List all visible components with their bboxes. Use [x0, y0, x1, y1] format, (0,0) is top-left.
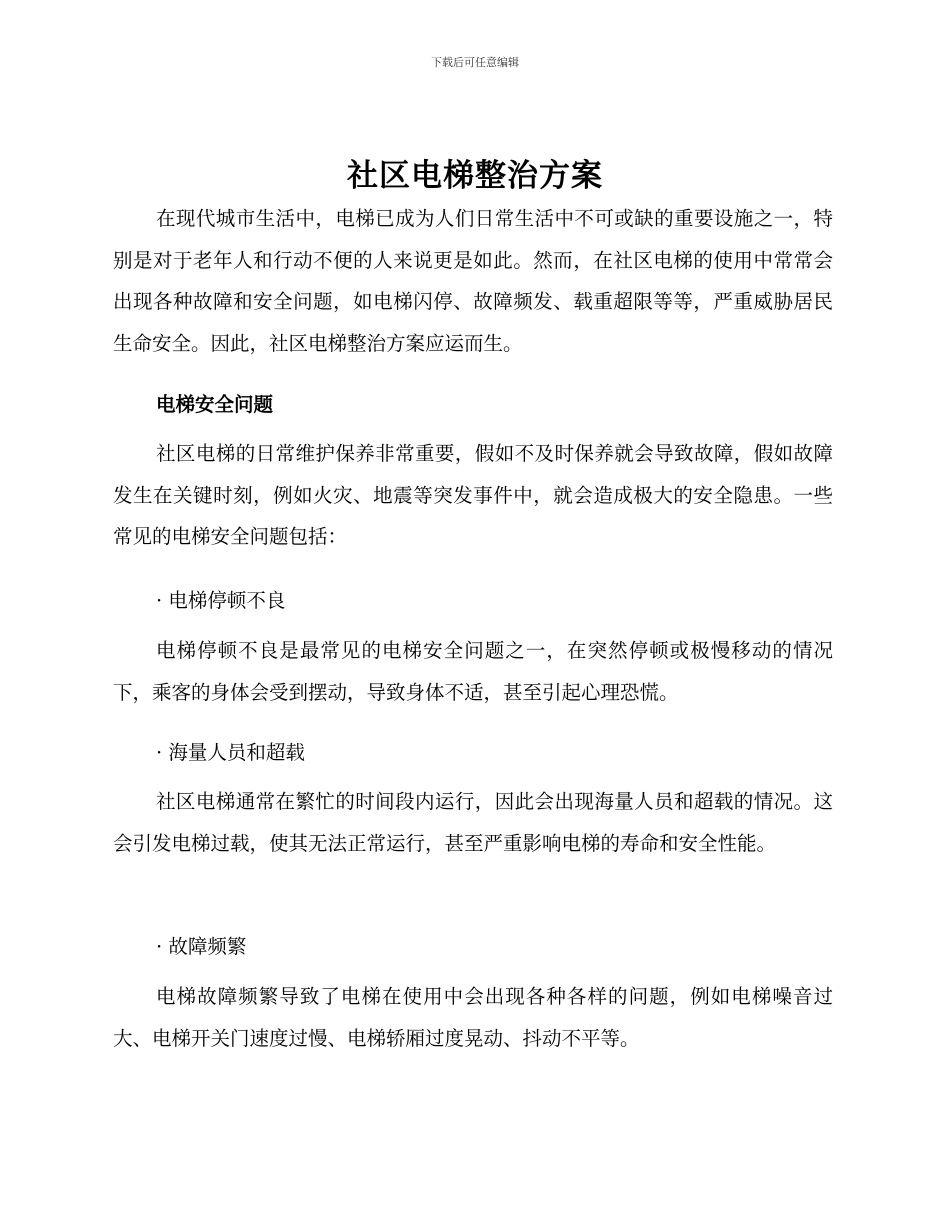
- bullet-item-1-text: 电梯停顿不良是最常见的电梯安全问题之一，在突然停顿或极慢移动的情况下，乘客的身体会受到摆动，导致身体不适，甚至引起心理恐慌。: [113, 639, 833, 704]
- section-heading: 电梯安全问题: [156, 393, 274, 416]
- intro-paragraph: 在现代城市生活中，电梯已成为人们日常生活中不可或缺的重要设施之一，特别是对于老年人和行动不便的人来说更是如此。然而，在社区电梯的使用中常常会出现各种故障和安全问题，如电梯闪停、故障频发、载重超限等等，严重威胁居民生命安全。因此，社区电梯整治方案应运而生。: [113, 207, 833, 355]
- bullet-item-1: · 电梯停顿不良: [156, 589, 286, 612]
- bullet-item-3-text: 电梯故障频繁导致了电梯在使用中会出现各种各样的问题，例如电梯噪音过大、电梯开关门速度过慢、电梯轿厢过度晃动、抖动不平等。: [113, 985, 833, 1050]
- section-intro-paragraph: 社区电梯的日常维护保养非常重要，假如不及时保养就会导致故障，假如故障发生在关键时刻，例如火灾、地震等突发事件中，就会造成极大的安全隐患。一些常见的电梯安全问题包括：: [113, 442, 833, 548]
- page-header-note: 下载后可任意编辑: [431, 56, 519, 69]
- bullet-item-2: · 海量人员和超载: [156, 741, 305, 764]
- bullet-item-2-text: 社区电梯通常在繁忙的时间段内运行，因此会出现海量人员和超载的情况。这会引发电梯过载，使其无法正常运行，甚至严重影响电梯的寿命和安全性能。: [113, 790, 833, 855]
- bullet-item-3: · 故障频繁: [156, 935, 247, 958]
- document-title: 社区电梯整治方案: [347, 158, 603, 194]
